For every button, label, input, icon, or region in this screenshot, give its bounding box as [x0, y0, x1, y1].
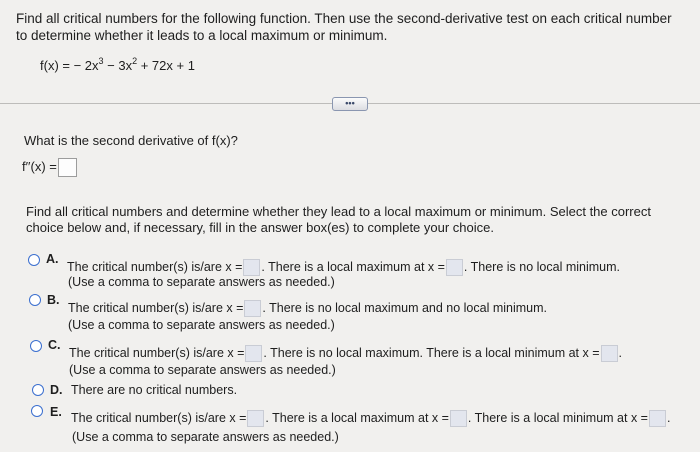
option-e-max-input[interactable] [450, 410, 467, 427]
function-exponent: 2 [132, 56, 138, 66]
second-derivative-label: f′′(x) = [22, 158, 57, 174]
option-c-text: The critical number(s) is/are x = [69, 345, 245, 360]
option-e-note: (Use a comma to separate answers as needed.) [72, 430, 339, 444]
question-intro: Find all critical numbers for the following function. Then use the second-derivative test on each critical number to determine whether it leads to a local maximum or minimum. [16, 11, 672, 43]
expand-button[interactable]: ••• [332, 97, 368, 111]
option-a-text: The critical number(s) is/are x = [67, 259, 243, 274]
option-e-text: . There is a local maximum at x = [265, 410, 449, 425]
option-e-critical-input[interactable] [247, 410, 264, 427]
option-d-letter: D. [50, 383, 63, 397]
second-derivative-answer [22, 158, 78, 177]
option-a-note: (Use a comma to separate answers as needed.) [68, 275, 335, 289]
option-e-radio[interactable] [31, 405, 43, 417]
option-e-text: The critical number(s) is/are x = [71, 410, 247, 425]
option-b-note: (Use a comma to separate answers as needed.) [68, 318, 335, 332]
option-b-critical-input[interactable] [244, 300, 261, 317]
option-b-letter: B. [47, 293, 60, 307]
critical-numbers-prompt: Find all critical numbers and determine whether they lead to a local maximum or minimum. Select the correct choice below and, if necessary, fill in the answer box(es) to complete your choice. [26, 204, 651, 235]
option-c-text: . [618, 345, 623, 360]
option-c-line [69, 345, 622, 362]
option-c-critical-input[interactable] [245, 345, 262, 362]
option-b-text: . There is no local maximum and no local minimum. [262, 300, 548, 315]
option-e-text: . [666, 410, 671, 425]
option-c-radio[interactable] [30, 340, 42, 352]
function-exponent: 3 [98, 56, 104, 66]
option-a-max-input[interactable] [446, 259, 463, 276]
option-a-radio[interactable] [28, 254, 40, 266]
function-expression [40, 58, 195, 73]
option-a-text: . There is no local minimum. [463, 259, 620, 274]
option-a-critical-input[interactable] [243, 259, 260, 276]
option-c-note: (Use a comma to separate answers as needed.) [69, 363, 336, 377]
option-c-letter: C. [48, 338, 61, 352]
option-e-text: . There is a local minimum at x = [467, 410, 648, 425]
option-a-text: . There is a local maximum at x = [261, 259, 445, 274]
second-derivative-prompt: What is the second derivative of f(x)? [24, 133, 238, 148]
option-c-text: . There is no local maximum. There is a local minimum at x = [263, 345, 600, 360]
option-b-line [68, 300, 547, 317]
option-e-min-input[interactable] [649, 410, 666, 427]
option-d-text: There are no critical numbers. [71, 383, 238, 397]
option-d-radio[interactable] [32, 384, 44, 396]
option-e-letter: E. [50, 405, 62, 419]
option-e-line [71, 410, 670, 427]
option-a-letter: A. [46, 252, 59, 266]
function-part: − 3x [103, 58, 133, 73]
function-part: f(x) = − 2x [40, 58, 99, 73]
second-derivative-input[interactable] [58, 158, 77, 177]
option-a-line [67, 259, 620, 276]
option-c-min-input[interactable] [601, 345, 618, 362]
option-b-radio[interactable] [29, 294, 41, 306]
option-b-text: The critical number(s) is/are x = [68, 300, 244, 315]
function-part: + 72x + 1 [137, 58, 195, 73]
